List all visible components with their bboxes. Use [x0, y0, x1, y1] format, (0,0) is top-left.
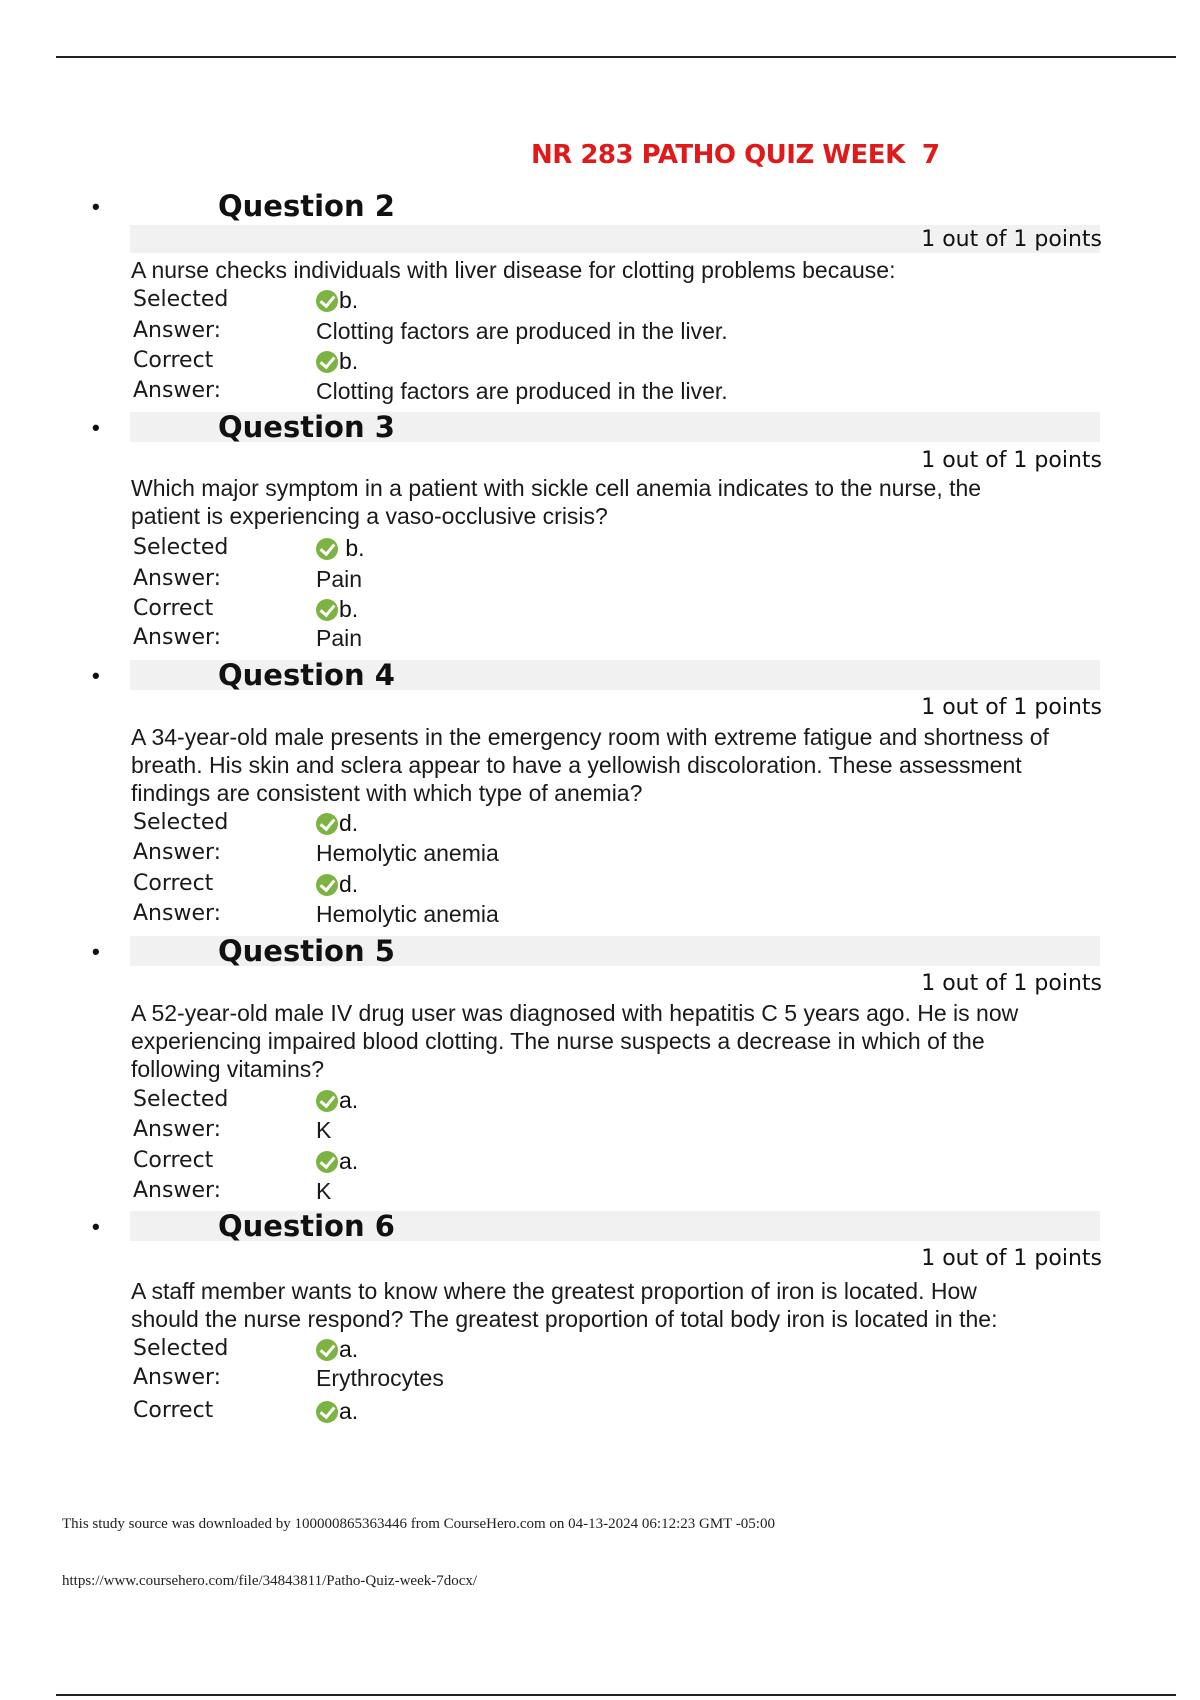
- answer-label: Answer:: [133, 625, 222, 650]
- correct-check-icon: [316, 1401, 338, 1423]
- selected-answer-text: K: [316, 1117, 332, 1143]
- answer-label: Answer:: [133, 1178, 222, 1203]
- selected-answer-text: Hemolytic anemia: [316, 840, 499, 866]
- bullet: •: [92, 415, 100, 440]
- points-score: 1 out of 1 points: [921, 695, 1102, 720]
- correct-check-icon: [316, 538, 338, 560]
- correct-label: Correct: [133, 348, 214, 373]
- question-heading: Question 2: [218, 189, 395, 223]
- bullet: •: [92, 194, 100, 219]
- correct-check-icon: [316, 351, 338, 373]
- selected-label: Selected: [133, 535, 229, 560]
- selected-label: Selected: [133, 810, 229, 835]
- selected-answer-text: Pain: [316, 566, 363, 592]
- correct-answer-text: Hemolytic anemia: [316, 901, 499, 927]
- question-heading: Question 6: [218, 1209, 395, 1243]
- selected-answer-text: Erythrocytes: [316, 1365, 444, 1391]
- answer-label: Answer:: [133, 1365, 222, 1390]
- bullet: •: [92, 663, 100, 688]
- correct-choice: d.: [316, 869, 358, 899]
- bullet: •: [92, 1214, 100, 1239]
- correct-check-icon: [316, 599, 338, 621]
- selected-label: Selected: [133, 1336, 229, 1361]
- question-text: A 34-year-old male presents in the emergency room with extreme fatigue and shortness of breath. His skin and sclera appear to have a yellowish discoloration. These assessment findings are consistent with which type of anemia?: [131, 724, 1049, 806]
- correct-label: Correct: [133, 596, 214, 621]
- bullet: •: [92, 939, 100, 964]
- selected-choice: b.: [316, 285, 358, 315]
- selected-choice: a.: [316, 1334, 358, 1364]
- answer-label: Answer:: [133, 840, 222, 865]
- bottom-rule: [56, 1694, 1176, 1696]
- source-url[interactable]: https://www.coursehero.com/file/34843811/Patho-Quiz-week-7docx/: [62, 1573, 478, 1589]
- correct-choice: a.: [316, 1146, 358, 1176]
- question-heading: Question 3: [218, 410, 395, 444]
- correct-answer-text: Pain: [316, 625, 363, 651]
- correct-check-icon: [316, 1339, 338, 1361]
- download-source-note: This study source was downloaded by 100000865363446 from CourseHero.com on 04-13-2024 06:12:23 GMT -05:00: [62, 1516, 775, 1532]
- correct-check-icon: [316, 1090, 338, 1112]
- correct-answer-text: Clotting factors are produced in the liver.: [316, 378, 728, 404]
- answer-label: Answer:: [133, 378, 222, 403]
- question-text: A nurse checks individuals with liver disease for clotting problems because:: [131, 257, 896, 283]
- points-score: 1 out of 1 points: [921, 1246, 1102, 1271]
- correct-check-icon: [316, 813, 338, 835]
- question-heading: Question 4: [218, 658, 395, 692]
- answer-label: Answer:: [133, 901, 222, 926]
- correct-check-icon: [316, 874, 338, 896]
- selected-label: Selected: [133, 1087, 229, 1112]
- points-score: 1 out of 1 points: [921, 227, 1102, 252]
- question-text: Which major symptom in a patient with sickle cell anemia indicates to the nurse, the patient is experiencing a vaso-occlusive crisis?: [131, 475, 982, 529]
- correct-check-icon: [316, 290, 338, 312]
- question-text: A staff member wants to know where the greatest proportion of iron is located. How should the nurse respond? The greatest proportion of total body iron is located in the:: [131, 1278, 998, 1332]
- correct-label: Correct: [133, 1148, 214, 1173]
- page-title: NR 283 PATHO QUIZ WEEK 7: [531, 140, 940, 170]
- selected-label: Selected: [133, 287, 229, 312]
- selected-choice: b.: [316, 533, 365, 563]
- correct-choice: a.: [316, 1396, 358, 1426]
- selected-answer-text: Clotting factors are produced in the liver.: [316, 318, 728, 344]
- correct-choice: b.: [316, 346, 358, 376]
- selected-choice: d.: [316, 808, 358, 838]
- points-score: 1 out of 1 points: [921, 448, 1102, 473]
- correct-label: Correct: [133, 871, 214, 896]
- selected-choice: a.: [316, 1085, 358, 1115]
- correct-check-icon: [316, 1151, 338, 1173]
- points-score: 1 out of 1 points: [921, 971, 1102, 996]
- question-heading: Question 5: [218, 934, 395, 968]
- correct-label: Correct: [133, 1398, 214, 1423]
- answer-label: Answer:: [133, 566, 222, 591]
- correct-answer-text: K: [316, 1178, 332, 1204]
- correct-choice: b.: [316, 594, 358, 624]
- question-text: A 52-year-old male IV drug user was diagnosed with hepatitis C 5 years ago. He is now experiencing impaired blood clotting. The nurse suspects a decrease in which of the following vitamins?: [131, 1000, 1019, 1082]
- answer-label: Answer:: [133, 318, 222, 343]
- top-rule: [56, 56, 1176, 58]
- answer-label: Answer:: [133, 1117, 222, 1142]
